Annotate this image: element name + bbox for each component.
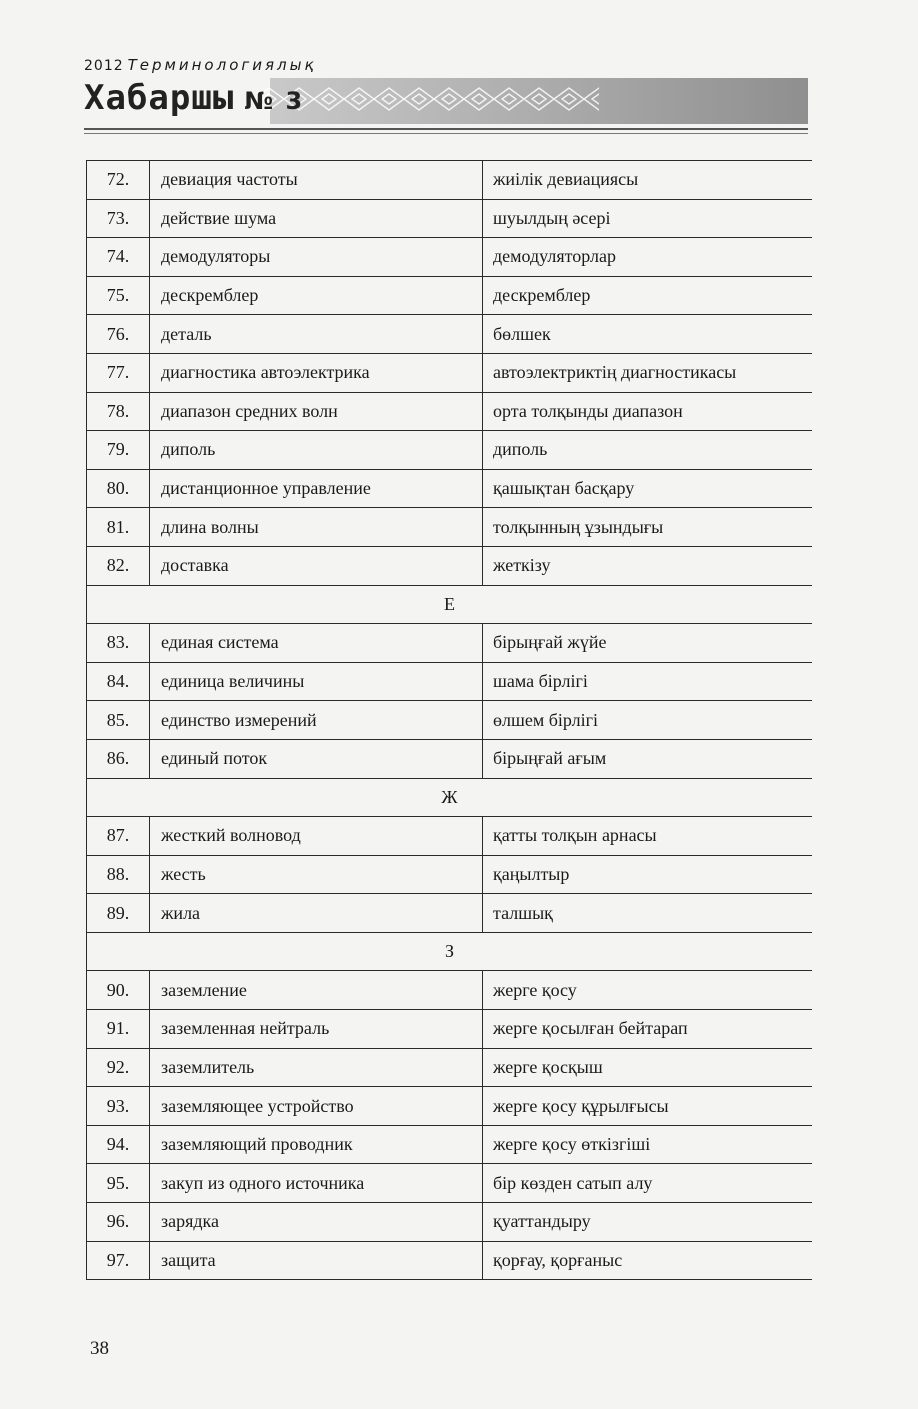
table-row: [87, 238, 813, 277]
term-number: 85.: [87, 701, 150, 740]
term-number: 76.: [87, 315, 150, 354]
table-row: [87, 817, 813, 856]
term-number: 88.: [87, 855, 150, 894]
header-title-line: [84, 78, 304, 118]
table-row: [87, 161, 813, 200]
term-russian: единый поток: [150, 739, 483, 778]
term-russian: дистанционное управление: [150, 469, 483, 508]
term-kazakh: қаңылтыр: [483, 855, 813, 894]
term-number: 91.: [87, 1010, 150, 1049]
term-number: 93.: [87, 1087, 150, 1126]
table-row: [87, 1010, 813, 1049]
header-issue: № 3: [244, 87, 305, 115]
term-kazakh: бірыңғай ағым: [483, 739, 813, 778]
section-letter-row: [87, 932, 813, 971]
table-row: [87, 199, 813, 238]
term-kazakh: қорғау, қорғаныс: [483, 1241, 813, 1280]
table-row: [87, 315, 813, 354]
term-russian: заземлитель: [150, 1048, 483, 1087]
term-kazakh: бірыңғай жүйе: [483, 624, 813, 663]
table-row: [87, 1164, 813, 1203]
term-kazakh: автоэлектриктің диагностикасы: [483, 353, 813, 392]
section-letter-row: [87, 585, 813, 624]
section-letter-row: [87, 778, 813, 817]
table-row: [87, 894, 813, 933]
term-kazakh: жерге қосқыш: [483, 1048, 813, 1087]
term-russian: заземленная нейтраль: [150, 1010, 483, 1049]
term-kazakh: жерге қосылған бейтарап: [483, 1010, 813, 1049]
term-number: 90.: [87, 971, 150, 1010]
term-russian: закуп из одного источника: [150, 1164, 483, 1203]
header-year: 2012: [84, 58, 124, 74]
term-kazakh: демодуляторлар: [483, 238, 813, 277]
term-russian: жесткий волновод: [150, 817, 483, 856]
term-russian: диагностика автоэлектрика: [150, 353, 483, 392]
term-kazakh: шуылдың әсері: [483, 199, 813, 238]
table-row: [87, 508, 813, 547]
term-number: 79.: [87, 431, 150, 470]
term-kazakh: талшық: [483, 894, 813, 933]
term-kazakh: қашықтан басқару: [483, 469, 813, 508]
header-ornament-icon: [254, 84, 599, 114]
section-letter: Е: [87, 585, 813, 624]
term-russian: деталь: [150, 315, 483, 354]
term-number: 89.: [87, 894, 150, 933]
table-row: [87, 392, 813, 431]
term-kazakh: жерге қосу: [483, 971, 813, 1010]
table-row: [87, 546, 813, 585]
table-row: [87, 701, 813, 740]
term-number: 94.: [87, 1125, 150, 1164]
term-kazakh: жеткізу: [483, 546, 813, 585]
term-kazakh: бөлшек: [483, 315, 813, 354]
table-row: [87, 1048, 813, 1087]
section-letter: З: [87, 932, 813, 971]
table-row: [87, 469, 813, 508]
term-russian: заземляющий проводник: [150, 1125, 483, 1164]
header-rule-thin: [84, 133, 808, 134]
term-kazakh: өлшем бірлігі: [483, 701, 813, 740]
term-kazakh: дескремблер: [483, 276, 813, 315]
term-russian: доставка: [150, 546, 483, 585]
table-row: [87, 1203, 813, 1242]
term-number: 81.: [87, 508, 150, 547]
table-row: [87, 739, 813, 778]
term-kazakh: жиілік девиациясы: [483, 161, 813, 200]
page-number: 38: [90, 1338, 109, 1359]
term-russian: защита: [150, 1241, 483, 1280]
term-russian: зарядка: [150, 1203, 483, 1242]
term-kazakh: қуаттандыру: [483, 1203, 813, 1242]
term-number: 74.: [87, 238, 150, 277]
term-russian: девиация частоты: [150, 161, 483, 200]
term-number: 84.: [87, 662, 150, 701]
table-row: [87, 431, 813, 470]
table-row: [87, 1125, 813, 1164]
term-russian: единица величины: [150, 662, 483, 701]
section-letter: Ж: [87, 778, 813, 817]
term-number: 83.: [87, 624, 150, 663]
term-russian: дескремблер: [150, 276, 483, 315]
term-number: 75.: [87, 276, 150, 315]
header-title: Хабаршы: [84, 78, 235, 118]
term-kazakh: қатты толқын арнасы: [483, 817, 813, 856]
term-russian: заземляющее устройство: [150, 1087, 483, 1126]
term-number: 82.: [87, 546, 150, 585]
term-russian: жила: [150, 894, 483, 933]
table-row: [87, 855, 813, 894]
term-russian: диполь: [150, 431, 483, 470]
term-russian: диапазон средних волн: [150, 392, 483, 431]
term-russian: единство измерений: [150, 701, 483, 740]
term-number: 87.: [87, 817, 150, 856]
table-row: [87, 353, 813, 392]
term-number: 78.: [87, 392, 150, 431]
term-number: 80.: [87, 469, 150, 508]
running-header: [84, 56, 808, 140]
term-number: 92.: [87, 1048, 150, 1087]
term-russian: действие шума: [150, 199, 483, 238]
term-number: 86.: [87, 739, 150, 778]
term-kazakh: шама бірлігі: [483, 662, 813, 701]
table-row: [87, 1241, 813, 1280]
term-russian: единая система: [150, 624, 483, 663]
term-russian: демодуляторы: [150, 238, 483, 277]
terminology-table: [86, 160, 812, 1280]
term-russian: длина волны: [150, 508, 483, 547]
table-row: [87, 276, 813, 315]
header-rule-thick: [84, 128, 808, 130]
term-kazakh: диполь: [483, 431, 813, 470]
term-kazakh: жерге қосу құрылғысы: [483, 1087, 813, 1126]
term-number: 96.: [87, 1203, 150, 1242]
term-russian: заземление: [150, 971, 483, 1010]
term-kazakh: жерге қосу өткізгіші: [483, 1125, 813, 1164]
term-number: 77.: [87, 353, 150, 392]
term-kazakh: орта толқынды диапазон: [483, 392, 813, 431]
table-row: [87, 971, 813, 1010]
term-russian: жесть: [150, 855, 483, 894]
table-row: [87, 662, 813, 701]
term-number: 72.: [87, 161, 150, 200]
header-year-line: [84, 56, 317, 74]
term-number: 97.: [87, 1241, 150, 1280]
term-number: 95.: [87, 1164, 150, 1203]
term-kazakh: толқынның ұзындығы: [483, 508, 813, 547]
header-series: Терминологиялық: [127, 56, 317, 74]
table-row: [87, 1087, 813, 1126]
term-kazakh: бір көзден сатып алу: [483, 1164, 813, 1203]
table-row: [87, 624, 813, 663]
term-number: 73.: [87, 199, 150, 238]
